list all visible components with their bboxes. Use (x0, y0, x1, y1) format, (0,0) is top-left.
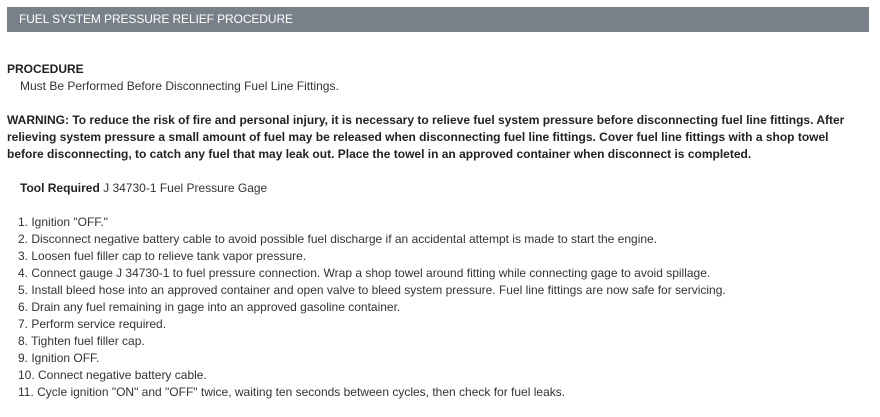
step-item: 10. Connect negative battery cable. (18, 368, 207, 382)
step-item: 1. Ignition "OFF." (18, 215, 108, 229)
step-item: 4. Connect gauge J 34730-1 to fuel pressure connection. Wrap a shop towel around fitting while connecting gage to avoid spillage. (18, 266, 711, 280)
step-item: 2. Disconnect negative battery cable to avoid possible fuel discharge if an accidental attempt is made to start the engine. (18, 232, 658, 246)
step-item: 6. Drain any fuel remaining in gage into an approved gasoline container. (18, 300, 401, 314)
step-item: 11. Cycle ignition "ON" and "OFF" twice, waiting ten seconds between cycles, then check for fuel leaks. (18, 385, 566, 399)
warning-text: WARNING: To reduce the risk of fire and personal injury, it is necessary to relieve fuel system pressure before disconnecting fuel line fittings. After relieving system pressure a small amount of fuel may be released when disconnecting fuel line fittings. Cover fuel line fittings with a shop towel before disconnecting, to catch any fuel that may leak out. Place the towel in an approved container when disconnect is completed. (7, 113, 845, 161)
step-item: 9. Ignition OFF. (18, 351, 100, 365)
tool-required-value: J 34730-1 Fuel Pressure Gage (103, 181, 268, 195)
procedure-heading: PROCEDURE (7, 62, 84, 76)
step-item: 3. Loosen fuel filler cap to relieve tank vapor pressure. (18, 249, 307, 263)
procedure-steps (18, 214, 726, 401)
section-title: FUEL SYSTEM PRESSURE RELIEF PROCEDURE (19, 12, 293, 26)
step-item: 5. Install bleed hose into an approved container and open valve to bleed system pressure. Fuel line fittings are now safe for servicing. (18, 283, 726, 297)
step-item: 7. Perform service required. (18, 317, 167, 331)
step-item: 8. Tighten fuel filler cap. (18, 334, 145, 348)
section-title-bar (7, 7, 869, 32)
procedure-note: Must Be Performed Before Disconnecting Fuel Line Fittings. (20, 79, 339, 93)
tool-required (20, 181, 267, 195)
tool-required-label: Tool Required (20, 181, 100, 195)
